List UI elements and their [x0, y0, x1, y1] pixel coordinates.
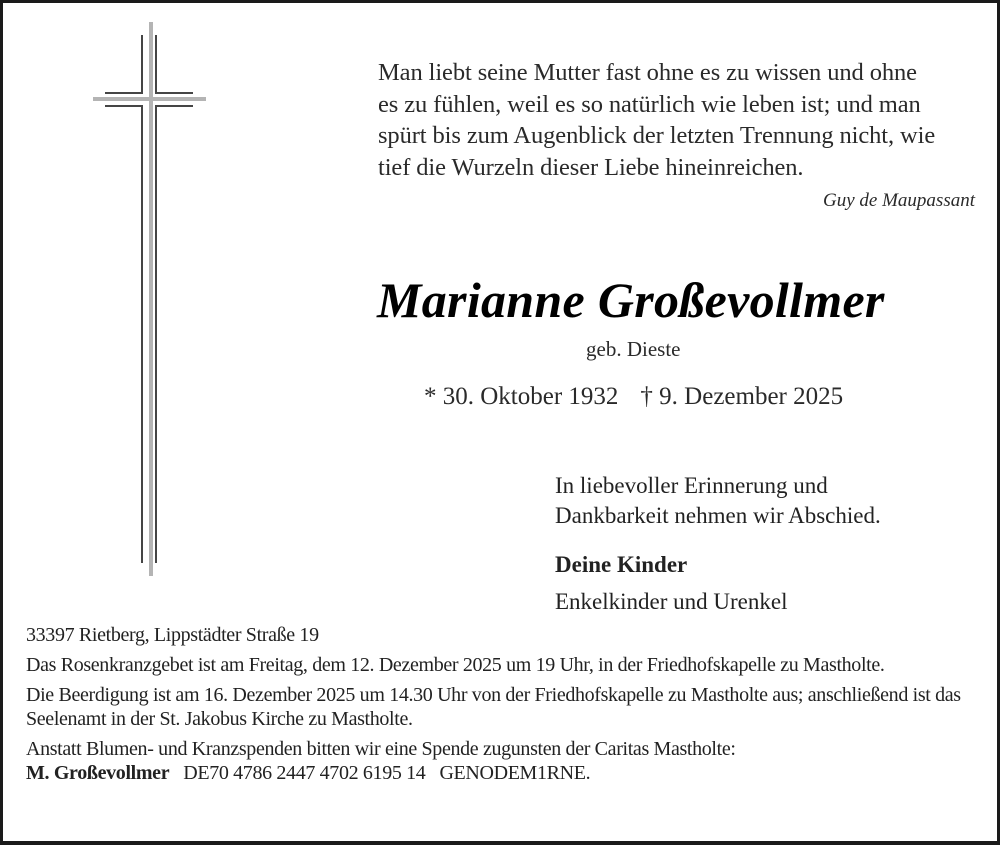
bank-details — [26, 761, 986, 785]
birth-date: * 30. Oktober 1932 — [424, 383, 619, 410]
quote-text — [378, 57, 935, 183]
footer-info — [26, 623, 986, 791]
donation-info: Anstatt Blumen- und Kranzspenden bitten wir eine Spende zugunsten der Caritas Mastholte: — [26, 738, 736, 760]
farewell-line: In liebevoller Erinnerung und — [555, 473, 828, 498]
account-holder: M. Großevollmer — [26, 762, 170, 784]
cross-icon — [3, 3, 303, 603]
funeral-info: Die Beerdigung ist am 16. Dezember 2025 um 14.30 Uhr von der Friedhofskapelle zu Mastholte aus; anschließend ist das Seelenamt in der St. Jakobus Kirche zu Mastholte. — [26, 684, 961, 730]
deceased-name: Marianne Großevollmer — [377, 272, 885, 328]
address: 33397 Rietberg, Lippstädter Straße 19 — [26, 624, 319, 646]
family-secondary: Enkelkinder und Urenkel — [555, 589, 788, 614]
quote-line: es zu fühlen, weil es so natürlich wie leben ist; und man — [378, 90, 921, 118]
quote-author: Guy de Maupassant — [823, 190, 975, 211]
death-date: † 9. Dezember 2025 — [640, 383, 844, 410]
rosary-info: Das Rosenkranzgebet ist am Freitag, dem 12. Dezember 2025 um 19 Uhr, in der Friedhofskapelle zu Mastholte. — [26, 654, 885, 676]
farewell-text — [555, 471, 881, 531]
quote-line: spürt bis zum Augenblick der letzten Trennung nicht, wie — [378, 122, 936, 149]
quote-line: Man liebt seine Mutter fast ohne es zu wissen und ohne — [378, 59, 917, 86]
life-dates — [424, 383, 843, 411]
maiden-name: geb. Dieste — [586, 337, 681, 361]
bic: GENODEM1RNE. — [439, 762, 591, 784]
quote-line: tief die Wurzeln dieser Liebe hineinreichen. — [378, 153, 804, 181]
farewell-line: Dankbarkeit nehmen wir Abschied. — [555, 503, 881, 528]
iban: DE70 4786 2447 4702 6195 14 — [183, 762, 426, 784]
family-primary: Deine Kinder — [555, 552, 688, 577]
